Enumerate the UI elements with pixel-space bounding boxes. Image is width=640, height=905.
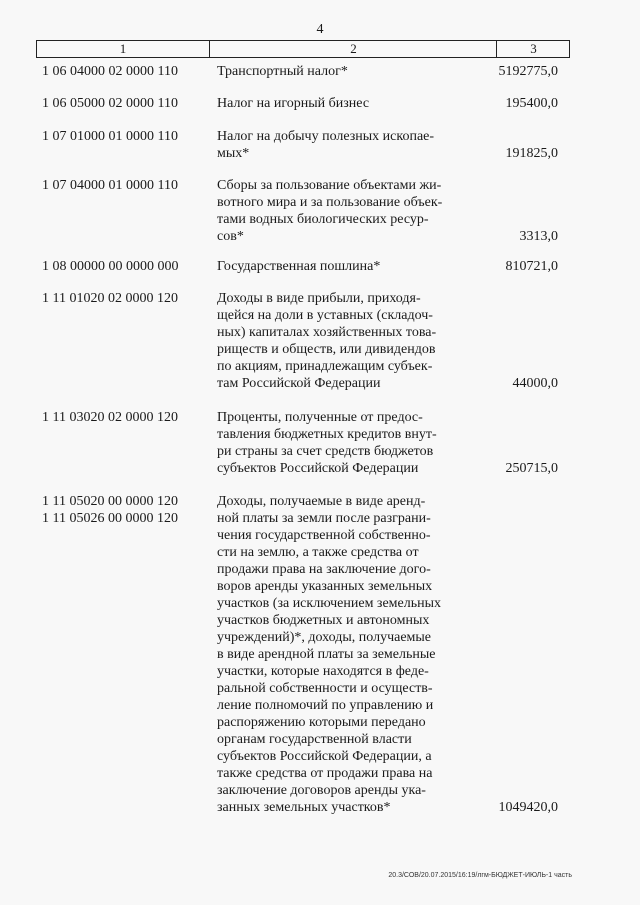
description-line: мых*: [217, 146, 250, 161]
budget-code: 1 11 05020 00 0000 120 1 11 05026 00 0000 120: [42, 494, 178, 526]
description-line: ление полномочий по управлению и: [217, 698, 434, 713]
budget-code: 1 07 01000 01 0000 110: [42, 129, 178, 144]
description-line: сов*: [217, 229, 244, 244]
description-line: чения государственной собственно-: [217, 528, 431, 543]
description-line: занных земельных участков*: [217, 800, 391, 815]
description-line: ральной собственности и осуществ-: [217, 681, 433, 696]
revenue-description: [217, 95, 462, 112]
description-line: Транспортный налог*: [217, 64, 348, 79]
revenue-description: [217, 290, 462, 392]
column-header-3: 3: [496, 41, 570, 57]
column-header-1: 1: [119, 41, 127, 56]
description-line: вотного мира и за пользование объек-: [217, 195, 443, 210]
revenue-description: [217, 177, 462, 245]
description-line: участков бюджетных и автономных: [217, 613, 430, 628]
budget-code: 1 11 03020 02 0000 120: [42, 410, 178, 425]
column-header-2: 2: [209, 41, 497, 57]
description-line: там Российской Федерации: [217, 376, 381, 391]
amount-value: 250715,0: [505, 461, 558, 476]
description-line: субъектов Российской Федерации: [217, 461, 419, 476]
description-line: распоряжению которыми передано: [217, 715, 426, 730]
revenue-description: [217, 493, 462, 816]
amount-value: 44000,0: [512, 376, 558, 391]
description-line: также средства от продажи права на: [217, 766, 433, 781]
budget-code: 1 07 04000 01 0000 110: [42, 178, 178, 193]
amount-value: 191825,0: [505, 146, 558, 161]
description-line: Налог на добычу полезных ископае-: [217, 129, 435, 144]
description-line: в виде арендной платы за земельные: [217, 647, 436, 662]
description-line: Налог на игорный бизнес: [217, 96, 370, 111]
page-number: 4: [316, 22, 324, 37]
description-line: воров аренды указанных земельных: [217, 579, 433, 594]
description-line: органам государственной власти: [217, 732, 412, 747]
description-line: Доходы в виде прибыли, приходя-: [217, 291, 421, 306]
revenue-description: [217, 128, 462, 162]
description-line: тами водных биологических ресур-: [217, 212, 429, 227]
budget-code: 1 06 04000 02 0000 110: [42, 64, 178, 79]
amount-value: 810721,0: [505, 259, 558, 274]
description-line: Проценты, полученные от предос-: [217, 410, 423, 425]
footer-stamp: 20.3/СОВ/20.07.2015/16:19/лгм-БЮДЖЕТ-ИЮЛЬ-1 часть: [388, 872, 572, 879]
description-line: ри страны за счет средств бюджетов: [217, 444, 434, 459]
amount-value: 1049420,0: [498, 800, 558, 815]
amount-value: 3313,0: [519, 229, 558, 244]
budget-code: 1 06 05000 02 0000 110: [42, 96, 178, 111]
description-line: Доходы, получаемые в виде аренд-: [217, 494, 426, 509]
budget-code: 1 08 00000 00 0000 000: [42, 259, 179, 274]
description-line: по акциям, принадлежащим субъек-: [217, 359, 433, 374]
description-line: участки, которые находятся в феде-: [217, 664, 429, 679]
description-line: учреждений)*, доходы, получаемые: [217, 630, 432, 645]
description-line: продажи права на заключение дого-: [217, 562, 431, 577]
description-line: щейся на доли в уставных (складоч-: [217, 308, 433, 323]
description-line: сти на землю, а также средства от: [217, 545, 419, 560]
table-header: [36, 40, 570, 58]
description-line: Государственная пошлина*: [217, 259, 381, 274]
revenue-description: [217, 258, 462, 275]
description-line: ных) капиталах хозяйственных това-: [217, 325, 437, 340]
description-line: заключение договоров аренды ука-: [217, 783, 426, 798]
description-line: участков (за исключением земельных: [217, 596, 442, 611]
revenue-description: [217, 409, 462, 477]
description-line: Сборы за пользование объектами жи-: [217, 178, 442, 193]
amount-value: 195400,0: [505, 96, 558, 111]
description-line: ной платы за земли после разграни-: [217, 511, 431, 526]
description-line: риществ и обществ, или дивидендов: [217, 342, 436, 357]
budget-code: 1 11 01020 02 0000 120: [42, 291, 178, 306]
description-line: субъектов Российской Федерации, а: [217, 749, 432, 764]
description-line: тавления бюджетных кредитов внут-: [217, 427, 437, 442]
revenue-description: [217, 63, 462, 80]
amount-value: 5192775,0: [498, 64, 558, 79]
